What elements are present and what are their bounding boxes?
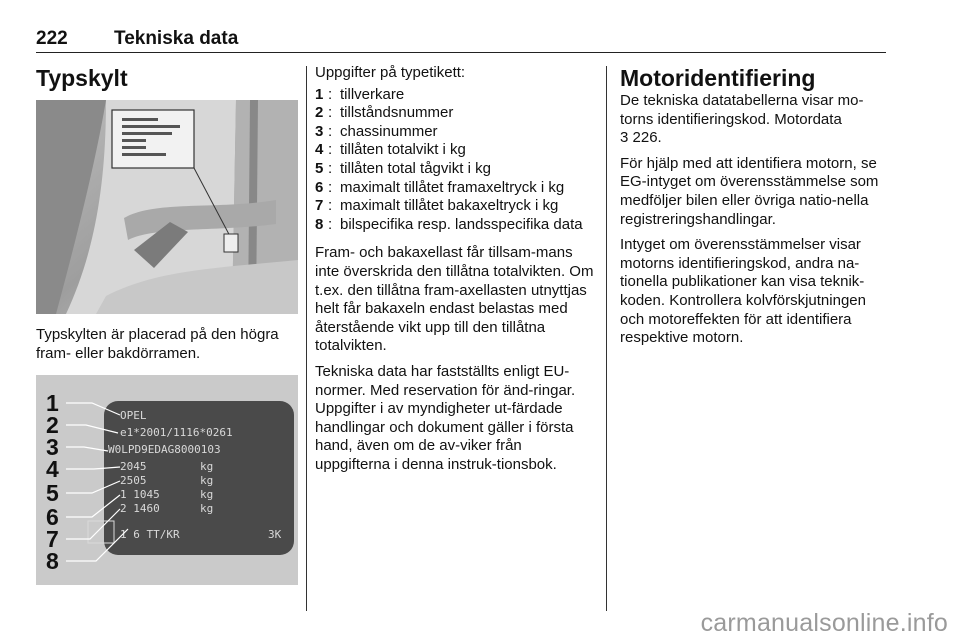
list-item (315, 141, 595, 160)
item-text: bilspecifika resp. landsspecifika data (340, 215, 583, 233)
item-text: chassinummer (340, 122, 438, 140)
item-separator: : (328, 178, 333, 196)
column-divider-right (606, 66, 607, 611)
item-separator: : (328, 85, 333, 103)
item-number: 5 (315, 159, 324, 177)
engine-code-text: De tekniska datatabellerna visar mo-torns identifieringskod. Motordata (620, 92, 864, 128)
item-separator: : (328, 197, 333, 215)
plate-side-code: 3K (268, 528, 282, 542)
callout-5: 5 (46, 480, 59, 507)
list-item (315, 86, 595, 105)
item-text: tillåten totalvikt i kg (340, 141, 466, 159)
item-text: tillverkare (340, 85, 405, 103)
callout-2: 2 (46, 412, 59, 439)
plate-line-6: 1 1045 (120, 488, 160, 502)
item-number: 7 (315, 197, 324, 215)
conformity-paragraph: Intyget om överensstämmelser visar motorns identifieringskod, andra na-tionella publikationer kan visa teknik-koden. Kontrollera kolvförskjutningen och motoreffekten för att identifiera respektive motorn. (620, 236, 866, 347)
page-number: 222 (36, 28, 68, 49)
plate-unit-2: kg (200, 474, 214, 488)
type-plate-illustration (36, 375, 298, 585)
page-reference-arrow-icon: 3 (620, 129, 629, 147)
plate-line-2: e1*2001/1116*0261 (120, 426, 233, 440)
list-item (315, 104, 595, 123)
ec-certificate-paragraph: För hjälp med att identifiera motorn, se EG-intyget om överensstämmelse som medföljer bilen eller övriga natio-nella registreringshandlingar. (620, 154, 879, 228)
callout-4: 4 (46, 456, 59, 483)
column-divider-left (306, 66, 307, 611)
plate-line-7: 2 1460 (120, 502, 160, 516)
column-engine-identification (620, 64, 888, 355)
callout-3: 3 (46, 434, 59, 461)
item-separator: : (328, 141, 333, 159)
item-text: tillståndsnummer (340, 104, 454, 122)
engine-code-paragraph (620, 92, 888, 148)
item-number: 8 (315, 215, 324, 233)
eu-norms-paragraph: Tekniska data har fastställts enligt EU-normer. Med reservation för änd-ringar. Uppgifter i av myndigheter ut-färdade handlingar och dokument gäller i första hand, även om de av-viker från uppgifterna i denna instruk-tionsbok. (315, 362, 576, 473)
list-item (315, 179, 595, 198)
section-heading-typskylt: Typskylt (36, 65, 128, 91)
item-number: 3 (315, 122, 324, 140)
item-text: maximalt tillåtet bakaxeltryck i kg (340, 197, 559, 215)
plate-line-3: W0LPD9EDAG8000103 (108, 443, 221, 457)
callout-7: 7 (46, 526, 59, 553)
plate-line-4: 2045 (120, 460, 147, 474)
plate-line-5: 2505 (120, 474, 147, 488)
callout-6: 6 (46, 504, 59, 531)
column-label-details (315, 64, 595, 481)
axle-load-paragraph: Fram- och bakaxellast får tillsam-mans inte överskrida den tillåtna totalvikten. Om t.ex. den tillåtna fram-axellasten utnyttjas helt får bakaxeln endast belastas med återstående vikt upp till den tillåtna totalvikten. (315, 244, 594, 355)
plate-line-8: 1 6 TT/KR (120, 528, 180, 542)
section-heading-motoridentifiering: Motoridentifiering (620, 65, 816, 91)
item-number: 4 (315, 141, 324, 159)
column-type-plate (36, 64, 298, 585)
item-separator: : (328, 104, 333, 122)
item-text: maximalt tillåtet framaxeltryck i kg (340, 178, 565, 196)
list-item (315, 216, 595, 235)
item-number: 6 (315, 178, 324, 196)
plate-unit-4: kg (200, 502, 214, 516)
item-separator: : (328, 122, 333, 140)
item-text: tillåten total tågvikt i kg (340, 159, 491, 177)
page-header (36, 28, 886, 53)
label-definition-list (315, 86, 595, 235)
callout-8: 8 (46, 548, 59, 575)
item-number: 2 (315, 104, 324, 122)
item-separator: : (328, 215, 333, 233)
plate-unit-3: kg (200, 488, 214, 502)
list-item (315, 197, 595, 216)
type-plate-caption: Typskylten är placerad på den högra fram- eller bakdörramen. (36, 326, 279, 362)
chapter-title: Tekniska data (114, 28, 239, 49)
list-item (315, 160, 595, 179)
plate-unit-1: kg (200, 460, 214, 474)
item-separator: : (328, 159, 333, 177)
plate-line-1: OPEL (120, 409, 147, 423)
callout-1: 1 (46, 390, 59, 417)
door-frame-photo (36, 100, 298, 314)
watermark: carmanualsonline.info (700, 609, 948, 637)
item-number: 1 (315, 85, 324, 103)
list-item (315, 123, 595, 142)
label-list-lead: Uppgifter på typetikett: (315, 64, 466, 81)
page-reference-link[interactable]: 226. (632, 129, 662, 147)
